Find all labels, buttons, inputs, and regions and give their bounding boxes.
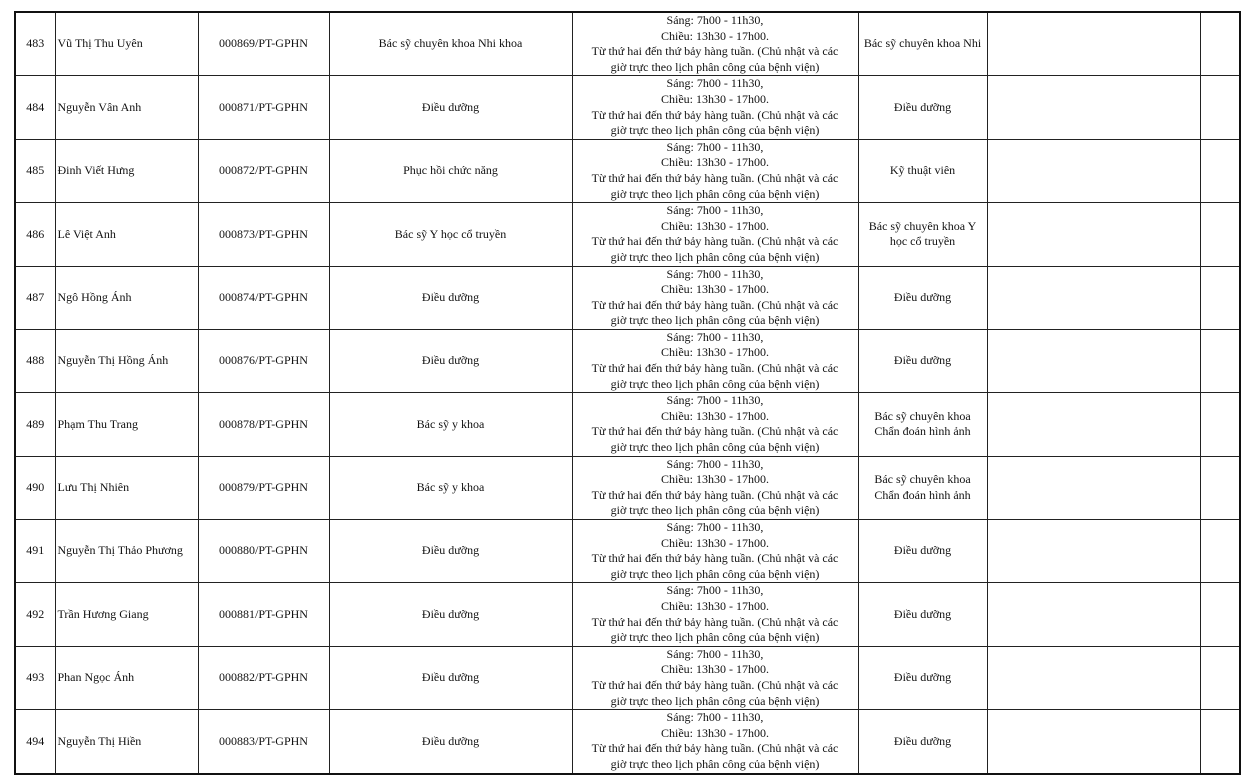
staff-name: Đinh Viết Hưng: [55, 139, 198, 202]
row-number: 490: [15, 456, 55, 519]
job-title: Kỹ thuật viên: [858, 139, 987, 202]
job-title: Điều dưỡng: [858, 520, 987, 583]
staff-name: Trần Hương Giang: [55, 583, 198, 646]
empty-cell: [987, 710, 1200, 774]
empty-cell: [987, 266, 1200, 329]
row-number: 487: [15, 266, 55, 329]
empty-cell: [987, 12, 1200, 76]
practice-scope: Điều dưỡng: [329, 520, 572, 583]
hours-afternoon: Chiều: 13h30 - 17h00.: [661, 472, 769, 487]
table-row: [15, 266, 1240, 329]
license-number: 000871/PT-GPHN: [198, 76, 329, 139]
hours-days: Từ thứ hai đến thứ bảy hàng tuần. (Chủ nhật và các: [591, 297, 839, 312]
working-hours: [572, 12, 858, 76]
hours-afternoon: Chiều: 13h30 - 17h00.: [661, 282, 769, 297]
working-hours: [572, 139, 858, 202]
staff-name: Phạm Thu Trang: [55, 393, 198, 456]
staff-name: Vũ Thị Thu Uyên: [55, 12, 198, 76]
practice-scope: Phục hồi chức năng: [329, 139, 572, 202]
hours-morning: Sáng: 7h00 - 11h30,: [666, 583, 764, 598]
hours-morning: Sáng: 7h00 - 11h30,: [666, 520, 764, 534]
hours-duty: giờ trực theo lịch phân công của bệnh viện): [610, 123, 820, 138]
row-number: 491: [15, 520, 55, 583]
table-row: [15, 203, 1240, 266]
table-row: [15, 329, 1240, 392]
working-hours: [572, 76, 858, 139]
empty-cell: [987, 456, 1200, 519]
hours-days: Từ thứ hai đến thứ bảy hàng tuần. (Chủ nhật và các: [591, 551, 839, 566]
hours-duty: giờ trực theo lịch phân công của bệnh viện): [610, 756, 820, 771]
table-row: [15, 710, 1240, 774]
working-hours: [572, 710, 858, 774]
hours-duty: giờ trực theo lịch phân công của bệnh viện): [610, 186, 820, 201]
hours-days: Từ thứ hai đến thứ bảy hàng tuần. (Chủ nhật và các: [591, 361, 839, 376]
empty-cell: [987, 329, 1200, 392]
empty-cell: [1200, 393, 1240, 456]
hours-morning: Sáng: 7h00 - 11h30,: [666, 710, 764, 725]
hours-morning: Sáng: 7h00 - 11h30,: [666, 76, 764, 91]
job-title: Bác sỹ chuyên khoa Y học cổ truyền: [858, 203, 987, 266]
practice-scope: Điều dưỡng: [329, 76, 572, 139]
hours-duty: giờ trực theo lịch phân công của bệnh viện): [610, 440, 820, 455]
hours-afternoon: Chiều: 13h30 - 17h00.: [661, 345, 769, 360]
empty-cell: [987, 646, 1200, 709]
empty-cell: [1200, 203, 1240, 266]
hours-days: Từ thứ hai đến thứ bảy hàng tuần. (Chủ nhật và các: [591, 487, 839, 502]
table-row: [15, 76, 1240, 139]
job-title: Điều dưỡng: [858, 266, 987, 329]
hours-morning: Sáng: 7h00 - 11h30,: [666, 266, 764, 281]
staff-name: Nguyễn Thị Hiền: [55, 710, 198, 774]
job-title: Bác sỹ chuyên khoa Chẩn đoán hình ảnh: [858, 393, 987, 456]
staff-name: Nguyễn Thị Thảo Phương: [55, 520, 198, 583]
empty-cell: [1200, 266, 1240, 329]
hours-duty: giờ trực theo lịch phân công của bệnh viện): [610, 630, 820, 645]
job-title: Điều dưỡng: [858, 646, 987, 709]
hours-days: Từ thứ hai đến thứ bảy hàng tuần. (Chủ nhật và các: [591, 677, 839, 692]
license-number: 000880/PT-GPHN: [198, 520, 329, 583]
hours-afternoon: Chiều: 13h30 - 17h00.: [661, 28, 769, 43]
hours-morning: Sáng: 7h00 - 11h30,: [666, 393, 764, 408]
hours-duty: giờ trực theo lịch phân công của bệnh viện): [610, 503, 820, 518]
empty-cell: [1200, 329, 1240, 392]
hours-duty: giờ trực theo lịch phân công của bệnh viện): [610, 313, 820, 328]
working-hours: [572, 203, 858, 266]
empty-cell: [1200, 646, 1240, 709]
license-number: 000874/PT-GPHN: [198, 266, 329, 329]
license-number: 000876/PT-GPHN: [198, 329, 329, 392]
job-title: Điều dưỡng: [858, 583, 987, 646]
license-number: 000872/PT-GPHN: [198, 139, 329, 202]
table-row: [15, 139, 1240, 202]
hours-duty: giờ trực theo lịch phân công của bệnh viện): [610, 566, 820, 581]
hours-days: Từ thứ hai đến thứ bảy hàng tuần. (Chủ nhật và các: [591, 741, 839, 756]
empty-cell: [1200, 76, 1240, 139]
empty-cell: [987, 76, 1200, 139]
row-number: 488: [15, 329, 55, 392]
license-number: 000881/PT-GPHN: [198, 583, 329, 646]
hours-afternoon: Chiều: 13h30 - 17h00.: [661, 155, 769, 170]
table-row: [15, 456, 1240, 519]
job-title: Bác sỹ chuyên khoa Chẩn đoán hình ảnh: [858, 456, 987, 519]
hours-morning: Sáng: 7h00 - 11h30,: [666, 203, 764, 218]
row-number: 492: [15, 583, 55, 646]
job-title: Điều dưỡng: [858, 76, 987, 139]
working-hours: [572, 646, 858, 709]
hours-morning: Sáng: 7h00 - 11h30,: [666, 646, 764, 661]
hours-days: Từ thứ hai đến thứ bảy hàng tuần. (Chủ nhật và các: [591, 614, 839, 629]
hours-days: Từ thứ hai đến thứ bảy hàng tuần. (Chủ nhật và các: [591, 170, 839, 185]
hours-morning: Sáng: 7h00 - 11h30,: [666, 456, 764, 471]
hours-days: Từ thứ hai đến thứ bảy hàng tuần. (Chủ nhật và các: [591, 44, 839, 59]
table-row: [15, 583, 1240, 646]
empty-cell: [1200, 12, 1240, 76]
hours-morning: Sáng: 7h00 - 11h30,: [666, 13, 764, 27]
working-hours: [572, 329, 858, 392]
job-title: Điều dưỡng: [858, 329, 987, 392]
hours-duty: giờ trực theo lịch phân công của bệnh viện): [610, 59, 820, 74]
practice-scope: Bác sỹ y khoa: [329, 456, 572, 519]
table-row: [15, 393, 1240, 456]
hours-morning: Sáng: 7h00 - 11h30,: [666, 139, 764, 154]
job-title: Bác sỹ chuyên khoa Nhi: [858, 12, 987, 76]
empty-cell: [987, 520, 1200, 583]
practice-scope: Điều dưỡng: [329, 710, 572, 774]
staff-name: Lưu Thị Nhiên: [55, 456, 198, 519]
hours-afternoon: Chiều: 13h30 - 17h00.: [661, 535, 769, 550]
hours-afternoon: Chiều: 13h30 - 17h00.: [661, 725, 769, 740]
practice-scope: Điều dưỡng: [329, 583, 572, 646]
table-row: [15, 646, 1240, 709]
table-row: [15, 520, 1240, 583]
empty-cell: [1200, 583, 1240, 646]
license-number: 000879/PT-GPHN: [198, 456, 329, 519]
row-number: 494: [15, 710, 55, 774]
hours-afternoon: Chiều: 13h30 - 17h00.: [661, 598, 769, 613]
hours-morning: Sáng: 7h00 - 11h30,: [666, 329, 764, 344]
staff-name: Nguyễn Vân Anh: [55, 76, 198, 139]
empty-cell: [1200, 456, 1240, 519]
license-number: 000873/PT-GPHN: [198, 203, 329, 266]
working-hours: [572, 520, 858, 583]
hours-duty: giờ trực theo lịch phân công của bệnh viện): [610, 693, 820, 708]
empty-cell: [987, 393, 1200, 456]
staff-name: Nguyễn Thị Hồng Ánh: [55, 329, 198, 392]
table-row: [15, 12, 1240, 76]
row-number: 484: [15, 76, 55, 139]
hours-afternoon: Chiều: 13h30 - 17h00.: [661, 408, 769, 423]
working-hours: [572, 266, 858, 329]
hours-duty: giờ trực theo lịch phân công của bệnh viện): [610, 376, 820, 391]
hours-days: Từ thứ hai đến thứ bảy hàng tuần. (Chủ nhật và các: [591, 234, 839, 249]
working-hours: [572, 583, 858, 646]
empty-cell: [1200, 139, 1240, 202]
row-number: 486: [15, 203, 55, 266]
hours-days: Từ thứ hai đến thứ bảy hàng tuần. (Chủ nhật và các: [591, 424, 839, 439]
empty-cell: [987, 139, 1200, 202]
staff-name: Ngô Hồng Ánh: [55, 266, 198, 329]
practice-scope: Điều dưỡng: [329, 266, 572, 329]
hours-afternoon: Chiều: 13h30 - 17h00.: [661, 218, 769, 233]
practice-scope: Bác sỹ y khoa: [329, 393, 572, 456]
empty-cell: [1200, 710, 1240, 774]
license-number: 000869/PT-GPHN: [198, 12, 329, 76]
empty-cell: [987, 203, 1200, 266]
empty-cell: [987, 583, 1200, 646]
hours-afternoon: Chiều: 13h30 - 17h00.: [661, 662, 769, 677]
hours-duty: giờ trực theo lịch phân công của bệnh viện): [610, 249, 820, 264]
row-number: 483: [15, 12, 55, 76]
row-number: 489: [15, 393, 55, 456]
working-hours: [572, 393, 858, 456]
staff-table: [14, 11, 1241, 775]
job-title: Điều dưỡng: [858, 710, 987, 774]
license-number: 000878/PT-GPHN: [198, 393, 329, 456]
practice-scope: Điều dưỡng: [329, 646, 572, 709]
empty-cell: [1200, 520, 1240, 583]
practice-scope: Điều dưỡng: [329, 329, 572, 392]
table-body: [15, 12, 1240, 774]
license-number: 000882/PT-GPHN: [198, 646, 329, 709]
row-number: 485: [15, 139, 55, 202]
staff-name: Phan Ngọc Ánh: [55, 646, 198, 709]
license-number: 000883/PT-GPHN: [198, 710, 329, 774]
practice-scope: Bác sỹ Y học cổ truyền: [329, 203, 572, 266]
practice-scope: Bác sỹ chuyên khoa Nhi khoa: [329, 12, 572, 76]
staff-name: Lê Việt Anh: [55, 203, 198, 266]
row-number: 493: [15, 646, 55, 709]
hours-days: Từ thứ hai đến thứ bảy hàng tuần. (Chủ nhật và các: [591, 107, 839, 122]
working-hours: [572, 456, 858, 519]
hours-afternoon: Chiều: 13h30 - 17h00.: [661, 91, 769, 106]
